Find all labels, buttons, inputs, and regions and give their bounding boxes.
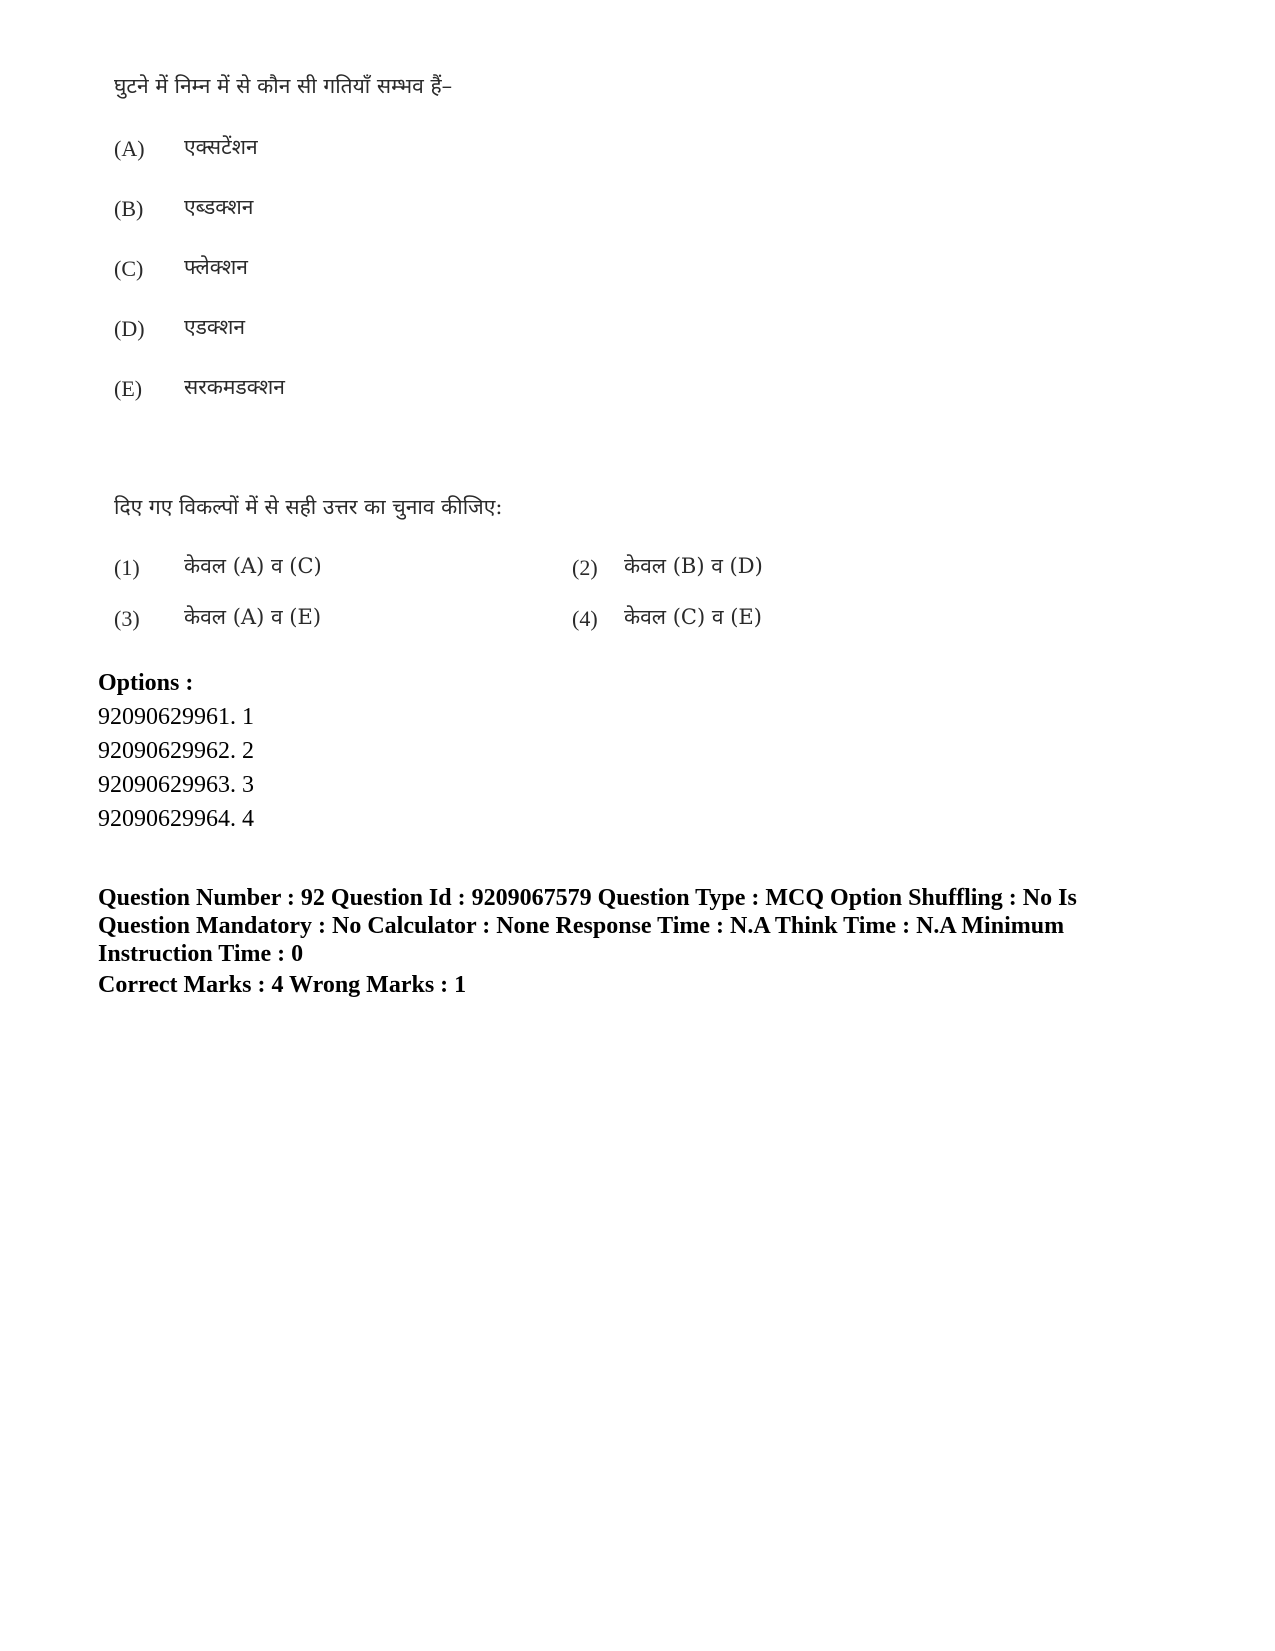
choice-label-1: (1) xyxy=(114,555,140,580)
statement-label-d: (D) xyxy=(114,316,145,341)
question-meta-line-3: Instruction Time : 0 xyxy=(98,941,304,967)
choice-text-1: केवल (A) व (C) xyxy=(184,554,322,578)
question-instruction: दिए गए विकल्पों में से सही उत्तर का चुनाव कीजिए: xyxy=(114,495,503,519)
question-meta-line-1: Question Number : 92 Question Id : 9209067579 Question Type : MCQ Option Shuffling : No Is xyxy=(98,885,1077,911)
option-item-4: 92090629964. 4 xyxy=(98,806,254,832)
statement-label-c: (C) xyxy=(114,256,144,281)
choice-label-3: (3) xyxy=(114,606,140,631)
choice-text-2: केवल (B) व (D) xyxy=(624,554,763,578)
marks-info: Correct Marks : 4 Wrong Marks : 1 xyxy=(98,972,467,998)
statement-label-b: (B) xyxy=(114,196,144,221)
statement-text-c: फ्लेक्शन xyxy=(184,255,248,279)
choice-label-2: (2) xyxy=(572,555,598,580)
statement-text-d: एडक्शन xyxy=(184,315,246,339)
choice-text-3: केवल (A) व (E) xyxy=(184,605,322,629)
statement-label-a: (A) xyxy=(114,136,145,161)
question-meta-line-2: Question Mandatory : No Calculator : None Response Time : N.A Think Time : N.A Minimum xyxy=(98,913,1065,939)
statement-text-a: एक्सटेंशन xyxy=(184,135,258,159)
options-heading: Options : xyxy=(98,670,194,696)
statement-text-e: सरकमडक्शन xyxy=(184,375,285,399)
statement-label-e: (E) xyxy=(114,376,143,401)
option-item-1: 92090629961. 1 xyxy=(98,704,254,730)
option-item-3: 92090629963. 3 xyxy=(98,772,254,798)
question-stem: घुटने में निम्न में से कौन सी गतियाँ सम्भव हैं– xyxy=(114,74,453,98)
option-item-2: 92090629962. 2 xyxy=(98,738,254,764)
statement-text-b: एब्डक्शन xyxy=(184,195,254,219)
choice-label-4: (4) xyxy=(572,606,598,631)
choice-text-4: केवल (C) व (E) xyxy=(624,605,762,629)
question-meta xyxy=(98,884,1188,968)
